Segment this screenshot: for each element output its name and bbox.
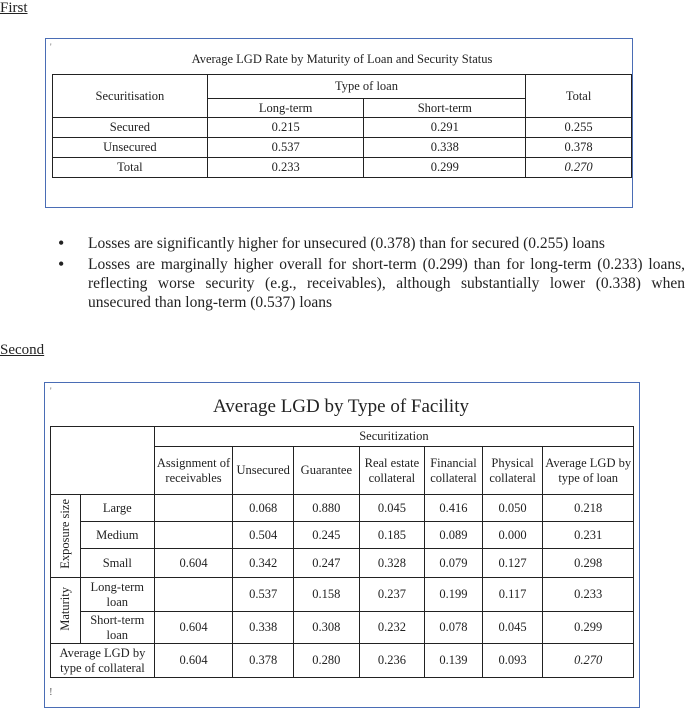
table2-footer-cell: 0.236 [359, 644, 424, 678]
table2-cell: 0.045 [482, 612, 543, 644]
table1-title: Average LGD Rate by Maturity of Loan and Security Status [53, 44, 632, 75]
table2-cell: 0.247 [294, 549, 360, 578]
table1-cell: 0.255 [526, 118, 632, 138]
table2-group-name: Exposure size [58, 499, 73, 570]
table2-lgd-by-facility [50, 426, 634, 678]
table2-cell: 0.089 [425, 522, 483, 549]
table2-cell: 0.416 [425, 495, 483, 522]
table1-group-header: Type of loan [207, 75, 525, 99]
table2-cell: 0.338 [233, 612, 294, 644]
section-heading-second: Second [0, 342, 45, 358]
table2-cell: 0.604 [154, 549, 232, 578]
table1-row-header: Securitisation [53, 75, 208, 118]
table1-cell: 0.378 [526, 138, 632, 158]
finding-bullet: • Losses are significantly higher for unsecured (0.378) than for secured (0.255) loans [56, 234, 685, 253]
table1-total-header: Total [526, 75, 632, 118]
table2-cell: 0.504 [233, 522, 294, 549]
table2-cell: 0.233 [543, 578, 634, 612]
table2-cell: 0.232 [359, 612, 424, 644]
table2-cell: 0.045 [359, 495, 424, 522]
table2-cell: 0.231 [543, 522, 634, 549]
table2-cell [154, 495, 232, 522]
table2-cell: 0.000 [482, 522, 543, 549]
table2-col-header: Physical collateral [482, 447, 543, 495]
table2-cell: 0.068 [233, 495, 294, 522]
table1-col-header: Long-term [207, 99, 364, 118]
table2-row-label: Medium [80, 522, 154, 549]
table1-col-header: Short-term [364, 99, 526, 118]
table2-cell: 0.050 [482, 495, 543, 522]
table2-col-header: Guarantee [294, 447, 360, 495]
table1-cell-grand-total: 0.270 [526, 158, 632, 178]
table2-row-label: Long-term loan [80, 578, 154, 612]
table2-title: Average LGD by Type of Facility [213, 396, 469, 417]
table2-footer-cell: 0.093 [482, 644, 543, 678]
table2-group-label [51, 578, 81, 644]
table2-footer-cell: 0.604 [154, 644, 232, 678]
table2-cell: 0.218 [543, 495, 634, 522]
table2-cell: 0.298 [543, 549, 634, 578]
table2-col-header: Financial collateral [425, 447, 483, 495]
table2-col-header: Unsecured [233, 447, 294, 495]
table2-row-label: Large [80, 495, 154, 522]
table2-cell: 0.199 [425, 578, 483, 612]
table2-col-header: Real estate collateral [359, 447, 424, 495]
table1-row-label: Unsecured [53, 138, 208, 158]
findings-list [56, 234, 685, 314]
table2-row-label: Small [80, 549, 154, 578]
table2-cell: 0.308 [294, 612, 360, 644]
table2-cell: 0.237 [359, 578, 424, 612]
table2-footer-grand-total: 0.270 [543, 644, 634, 678]
table2-cell: 0.158 [294, 578, 360, 612]
table2-cell: 0.245 [294, 522, 360, 549]
table2-footer-cell: 0.378 [233, 644, 294, 678]
table2-cell: 0.299 [543, 612, 634, 644]
frame-mark: ' [50, 42, 52, 52]
section-heading-first: First [0, 0, 28, 16]
table2-cell: 0.079 [425, 549, 483, 578]
table2-cell: 0.342 [233, 549, 294, 578]
table2-cell: 0.880 [294, 495, 360, 522]
table1-cell: 0.299 [364, 158, 526, 178]
table2-cell: 0.604 [154, 612, 232, 644]
table2-cell: 0.117 [482, 578, 543, 612]
table2-cell: 0.185 [359, 522, 424, 549]
table2-group-header: Securitization [154, 427, 633, 447]
table2-footer-cell: 0.139 [425, 644, 483, 678]
table2-col-header: Assignment of receivables [154, 447, 232, 495]
finding-bullet: • Losses are marginally higher overall for short-term (0.299) than for long-term (0.233) loans, reflecting worse security (e.g., receivables), although substantially lower (0.338) when unsecured than long-term (0.537) loans [56, 255, 685, 312]
table1-row-label: Secured [53, 118, 208, 138]
table1-lgd-by-maturity [52, 44, 632, 178]
table2-footer-label: Average LGD by type of collateral [51, 644, 155, 678]
table1-cell: 0.215 [207, 118, 364, 138]
table2-group-label [51, 495, 81, 578]
frame-mark: ! [49, 686, 53, 698]
table1-cell: 0.233 [207, 158, 364, 178]
table1-cell: 0.291 [364, 118, 526, 138]
table2-row-label: Short-term loan [80, 612, 154, 644]
table1-row-label: Total [53, 158, 208, 178]
table1-cell: 0.537 [207, 138, 364, 158]
table2-corner [51, 427, 155, 495]
frame-mark: ' [50, 386, 52, 396]
table2-group-name: Maturity [58, 586, 73, 631]
table2-cell: 0.127 [482, 549, 543, 578]
table2-cell: 0.078 [425, 612, 483, 644]
table2-footer-cell: 0.280 [294, 644, 360, 678]
table2-cell [154, 578, 232, 612]
table1-cell: 0.338 [364, 138, 526, 158]
table2-cell: 0.537 [233, 578, 294, 612]
table2-cell: 0.328 [359, 549, 424, 578]
table2-cell [154, 522, 232, 549]
table2-col-header: Average LGD by type of loan [543, 447, 634, 495]
